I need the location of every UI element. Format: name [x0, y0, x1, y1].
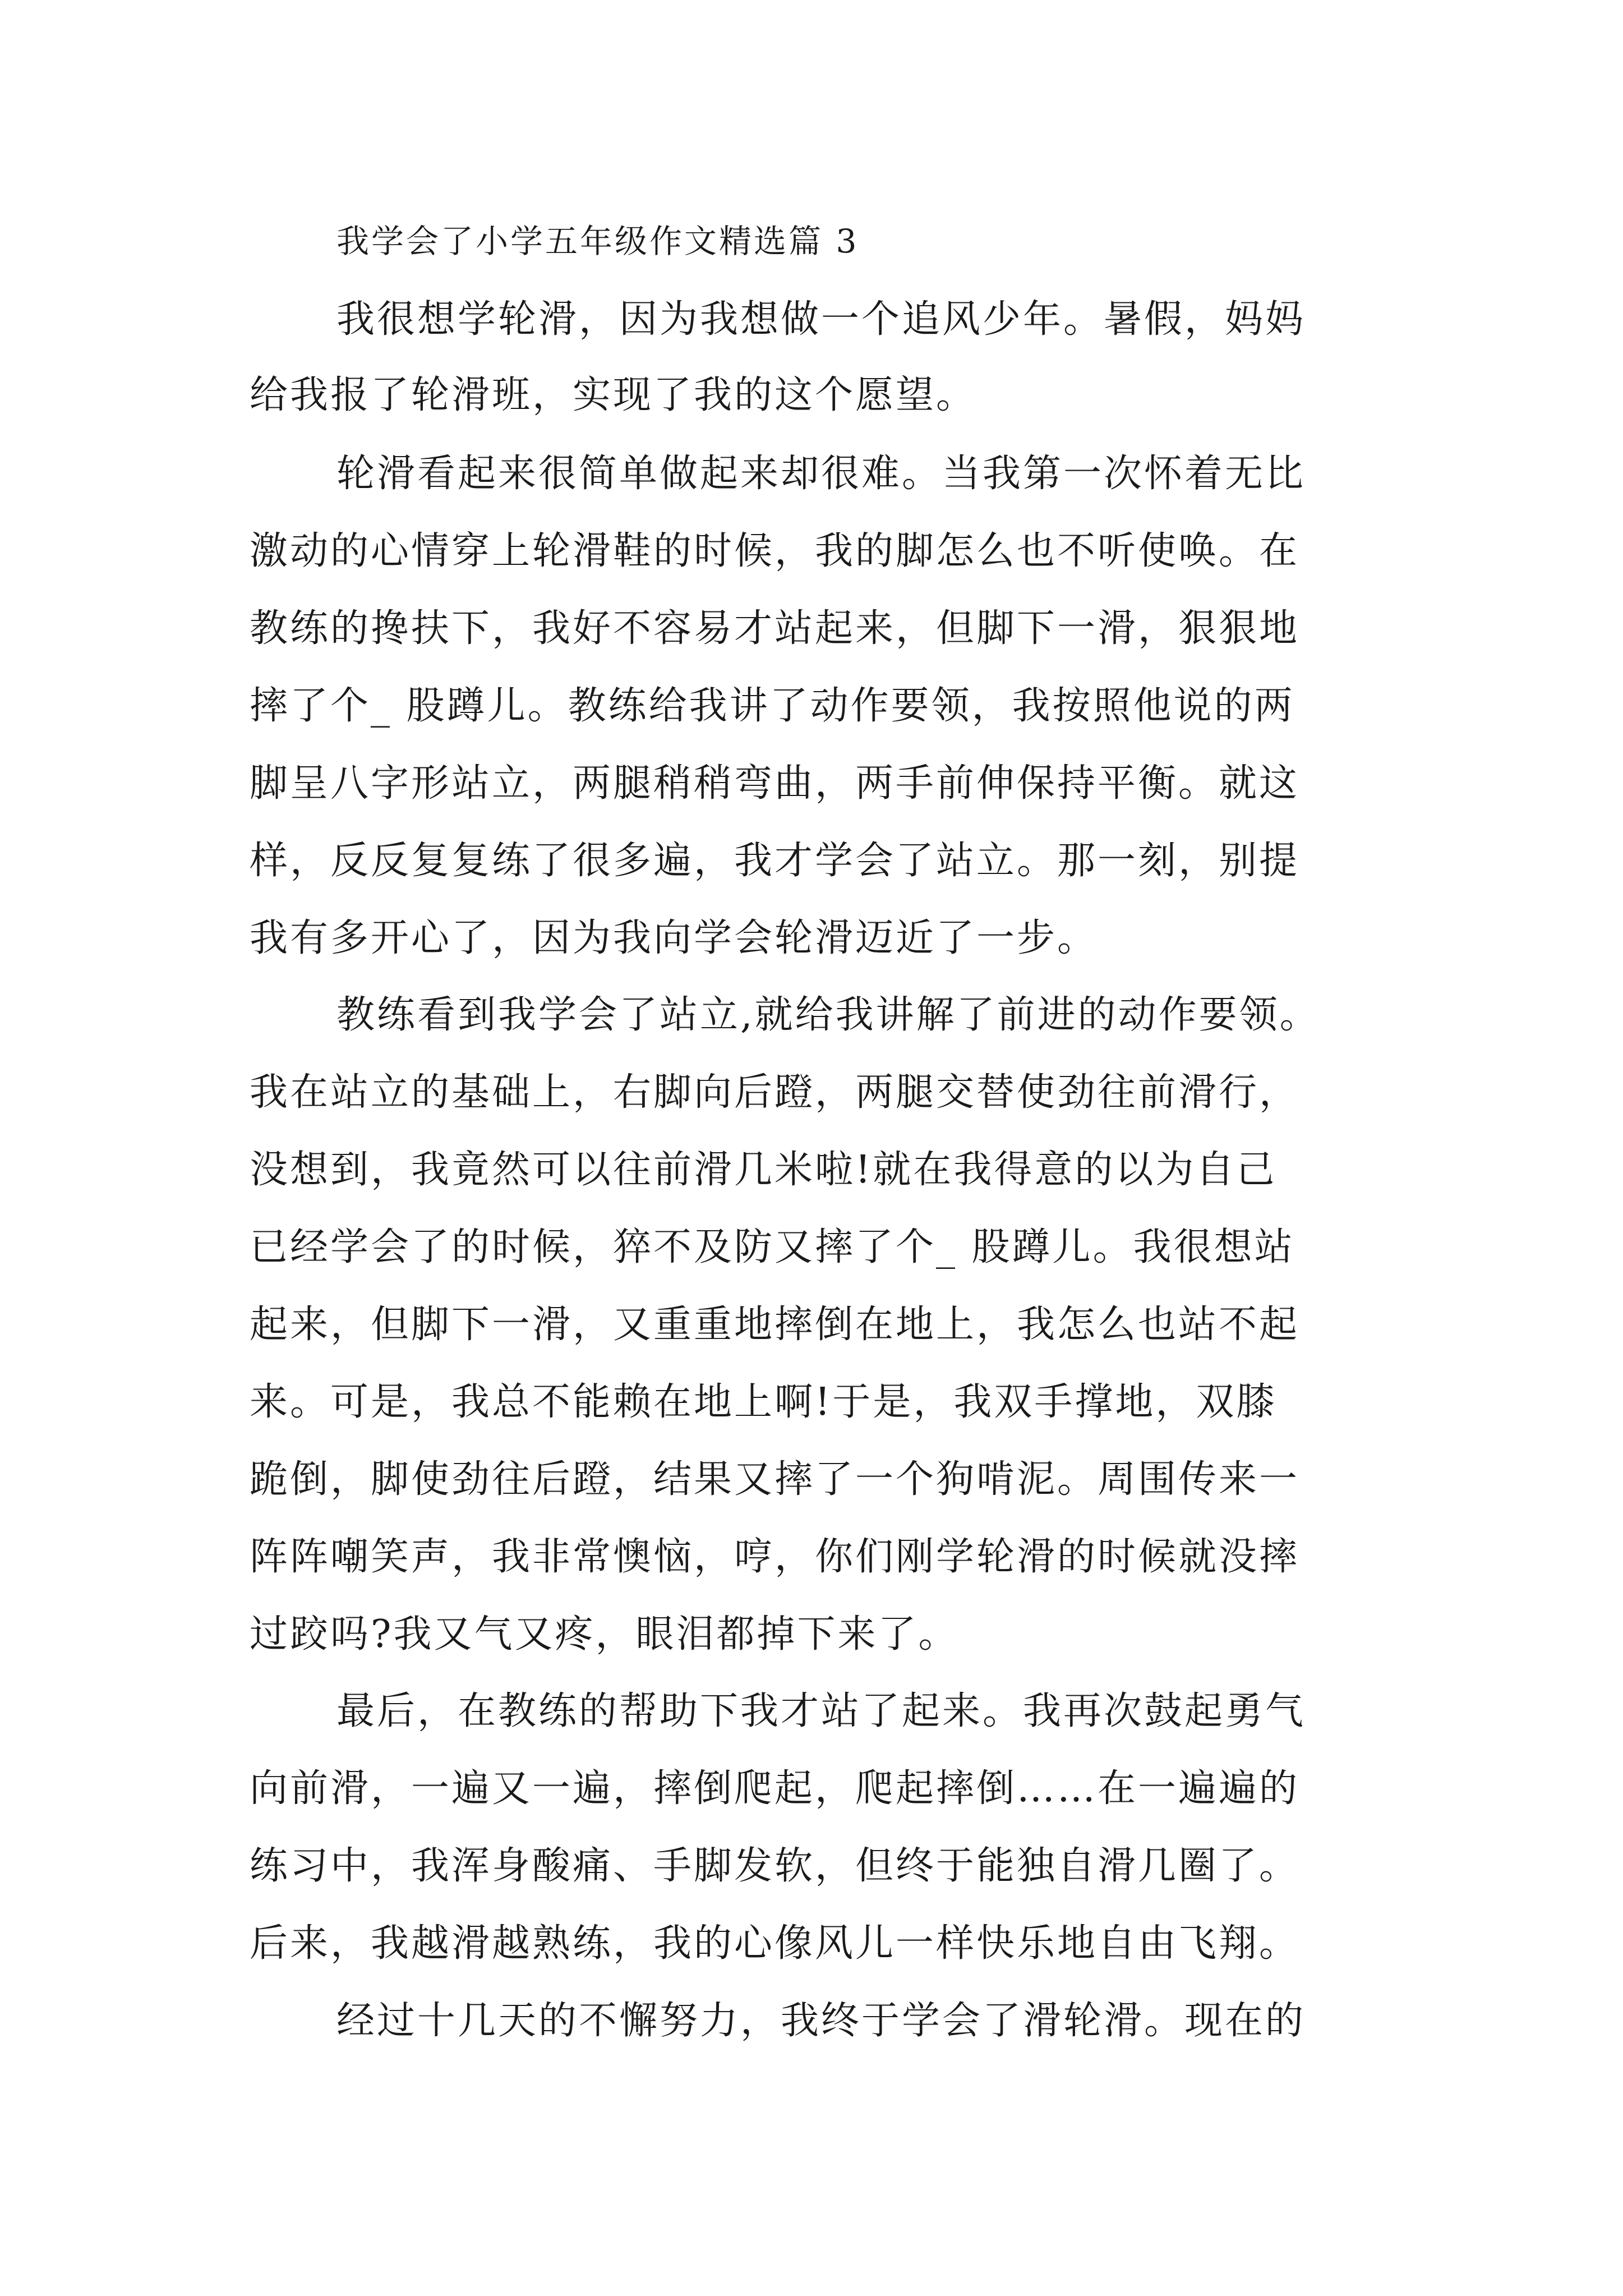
text-line: 轮滑看起来很简单做起来却很难。当我第一次怀着无比	[336, 452, 1306, 496]
text-line: 我很想学轮滑，因为我想做一个追风少年。暑假，妈妈	[336, 297, 1306, 342]
text-line: 激动的心情穿上轮滑鞋的时候，我的脚怎么也不听使唤。在	[250, 529, 1300, 573]
text-line: 向前滑，一遍又一遍，摔倒爬起，爬起摔倒……在一遍遍的	[250, 1766, 1300, 1811]
text-line: 没想到，我竟然可以往前滑几米啦!就在我得意的以为自己	[250, 1148, 1277, 1192]
text-line: 起来，但脚下一滑，又重重地摔倒在地上，我怎么也站不起	[250, 1303, 1300, 1347]
document-title: 我学会了小学五年级作文精选篇 3	[336, 222, 859, 260]
text-line: 过跤吗?我又气又疼，眼泪都掉下来了。	[250, 1612, 959, 1657]
text-line: 我有多开心了，因为我向学会轮滑迈近了一步。	[250, 916, 1098, 960]
text-line: 来。可是，我总不能赖在地上啊!于是，我双手撑地，双膝	[250, 1380, 1277, 1424]
text-line: 我在站立的基础上，右脚向后蹬，两腿交替使劲往前滑行，	[250, 1070, 1300, 1115]
text-line: 给我报了轮滑班，实现了我的这个愿望。	[250, 373, 977, 417]
text-line: 练习中，我浑身酸痛、手脚发软，但终于能独自滑几圈了。	[250, 1844, 1300, 1888]
text-line: 跪倒，脚使劲往后蹬，结果又摔了一个狗啃泥。周围传来一	[250, 1457, 1300, 1502]
text-line: 经过十几天的不懈努力，我终于学会了滑轮滑。现在的	[336, 1999, 1306, 2043]
text-line: 摔了个_ 股蹲儿。教练给我讲了动作要领，我按照他说的两	[250, 684, 1295, 728]
text-line: 样，反反复复练了很多遍，我才学会了站立。那一刻，别提	[250, 839, 1300, 883]
text-line: 脚呈八字形站立，两腿稍稍弯曲，两手前伸保持平衡。就这	[250, 761, 1300, 806]
text-line: 教练看到我学会了站立,就给我讲解了前进的动作要领。	[336, 993, 1320, 1037]
text-line: 最后，在教练的帮助下我才站了起来。我再次鼓起勇气	[336, 1689, 1306, 1733]
text-line: 阵阵嘲笑声，我非常懊恼，哼，你们刚学轮滑的时候就没摔	[250, 1535, 1300, 1579]
text-line: 后来，我越滑越熟练，我的心像风儿一样快乐地自由飞翔。	[250, 1921, 1300, 1966]
text-line: 教练的搀扶下，我好不容易才站起来，但脚下一滑，狠狠地	[250, 606, 1300, 651]
text-line: 已经学会了的时候，猝不及防又摔了个_ 股蹲儿。我很想站	[250, 1225, 1295, 1269]
